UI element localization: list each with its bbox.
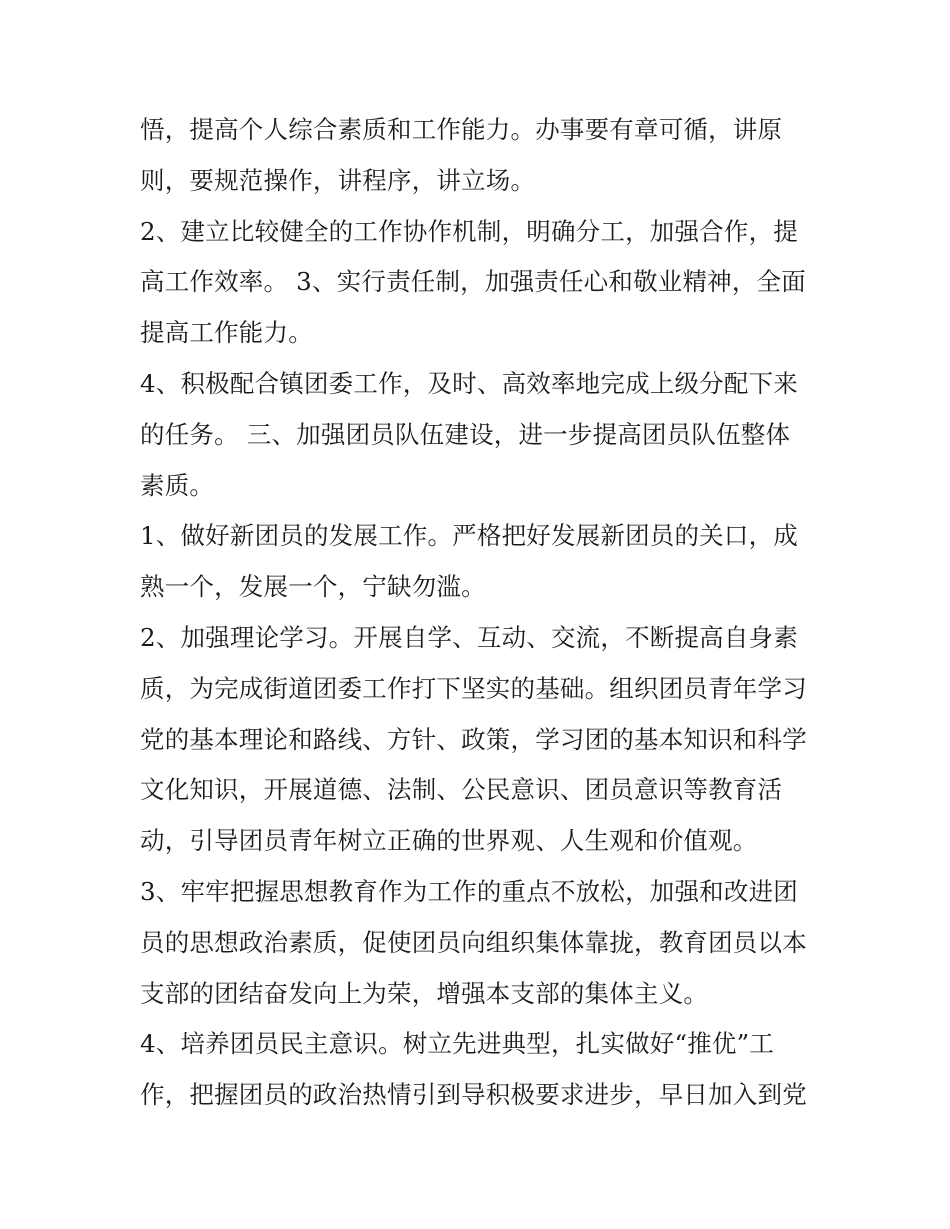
document-body (140, 105, 820, 1121)
text-line: 质，为完成街道团委工作打下坚实的基础。组织团员青年学习 (140, 673, 807, 703)
text-line: 则，要规范操作，讲程序，讲立场。 (140, 165, 536, 195)
text-line: 文化知识，开展道德、法制、公民意识、团员意识等教育活 (140, 775, 783, 805)
text-line: 4、积极配合镇团委工作，及时、高效率地完成上级分配下来 (140, 368, 798, 398)
text-line: 的任务。 三、加强团员队伍建设，进一步提高团员队伍整体 (140, 419, 791, 449)
text-line: 高工作效率。 3、实行责任制，加强责任心和敬业精神，全面 (140, 267, 806, 297)
text-line: 党的基本理论和路线、方针、政策，学习团的基本知识和科学 (140, 724, 807, 754)
text-line: 提高工作能力。 (140, 318, 313, 348)
text-line: 4、培养团员民主意识。树立先进典型，扎实做好“推优”工 (140, 1029, 775, 1059)
text-line: 作，把握团员的政治热情引到导积极要求进步，早日加入到党 (140, 1080, 807, 1110)
text-line: 悟，提高个人综合素质和工作能力。办事要有章可循，讲原 (140, 115, 783, 144)
text-line: 动，引导团员青年树立正确的世界观、人生观和价值观。 (140, 826, 758, 856)
text-line: 熟一个，发展一个，宁缺勿滥。 (140, 572, 486, 602)
text-line: 员的思想政治素质，促使团员向组织集体靠拢，教育团员以本 (140, 927, 807, 957)
text-line: 3、牢牢把握思想教育作为工作的重点不放松，加强和改进团 (140, 876, 798, 906)
text-line: 2、建立比较健全的工作协作机制，明确分工，加强合作，提 (140, 216, 798, 246)
text-line: 1、做好新团员的发展工作。严格把好发展新团员的关口，成 (140, 521, 798, 551)
text-line: 素质。 (140, 470, 215, 500)
text-line: 2、加强理论学习。开展自学、互动、交流，不断提高自身素 (140, 622, 798, 652)
text-line: 支部的团结奋发向上为荣，增强本支部的集体主义。 (140, 978, 709, 1008)
